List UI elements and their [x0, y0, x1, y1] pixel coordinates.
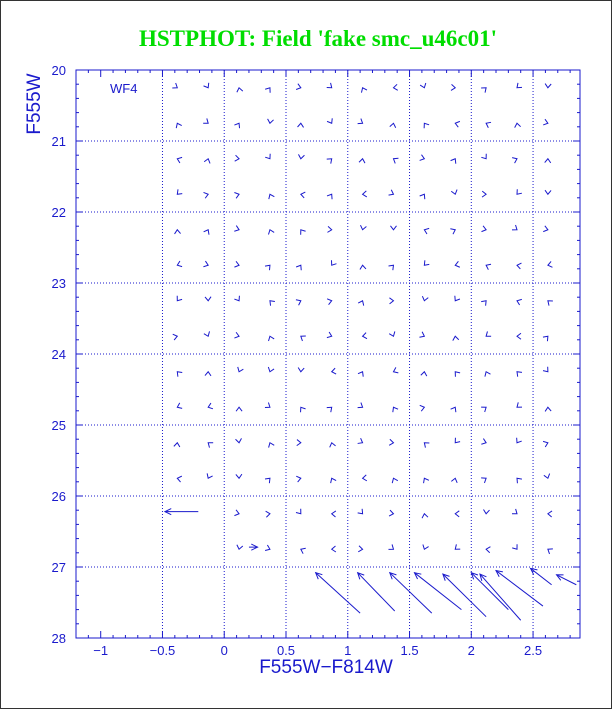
y-tick-label: 26 [51, 489, 66, 504]
chip-label: WF4 [110, 81, 138, 96]
y-tick-label: 23 [51, 276, 66, 291]
chart-title: HSTPHOT: Field 'fake smc_u46c01' [139, 26, 497, 51]
y-tick-label: 27 [51, 560, 66, 575]
x-tick-label: −1 [93, 643, 109, 658]
y-tick-label: 28 [51, 631, 66, 646]
y-tick-label: 21 [51, 134, 66, 149]
y-tick-label: 25 [51, 418, 66, 433]
x-tick-label: 0 [220, 643, 228, 658]
x-tick-label: −0.5 [149, 643, 176, 658]
x-axis-label: F555W−F814W [259, 657, 393, 678]
y-tick-label: 20 [51, 63, 66, 78]
x-tick-label: 1.5 [400, 643, 419, 658]
x-tick-label: 1 [344, 643, 352, 658]
y-axis-label: F555W [24, 73, 45, 135]
figure-border [1, 1, 612, 709]
y-tick-label: 24 [51, 347, 66, 362]
x-tick-label: 2.5 [524, 643, 543, 658]
x-tick-label: 2 [467, 643, 475, 658]
y-tick-label: 22 [51, 205, 66, 220]
x-tick-label: 0.5 [276, 643, 296, 658]
